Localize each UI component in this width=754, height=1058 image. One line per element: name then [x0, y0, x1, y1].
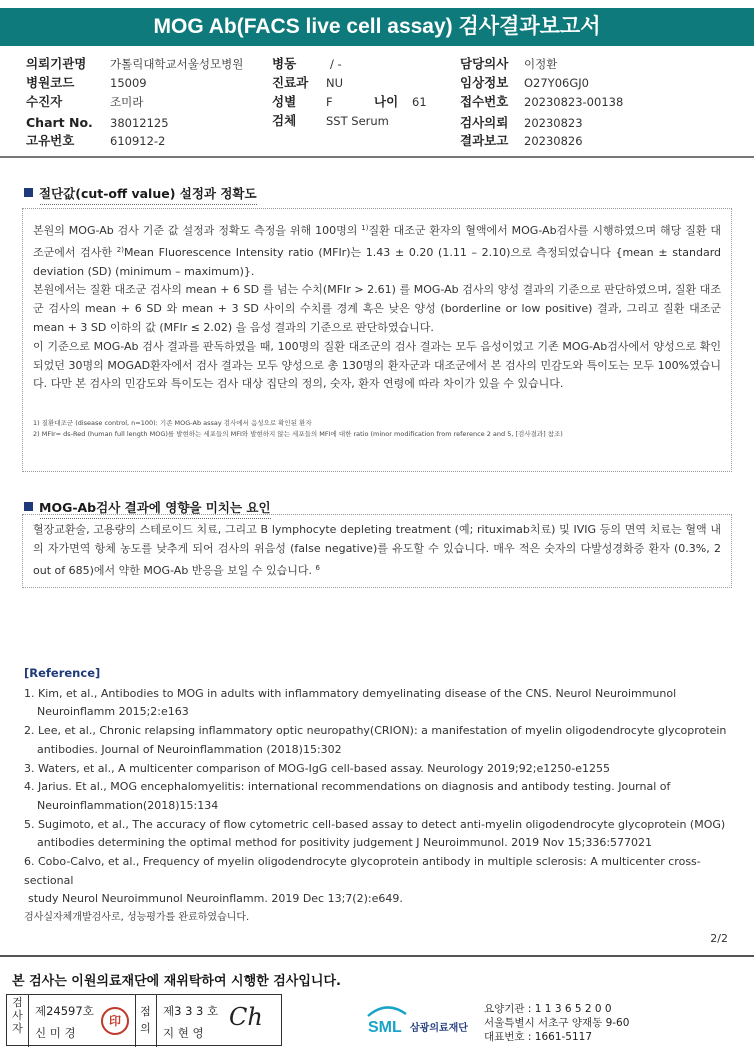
- confirmer-name: 지 현 영: [163, 1026, 204, 1040]
- cutoff-paragraph-2: 본원에서는 질환 대조군 검사의 mean + 6 SD 를 넘는 수치(MFIr > 2.61) 를 MOG-Ab 검사의 양성 결과의 기준으로 판단하였으며, 질환 대조군 검사의 mean + 6 SD 와 mean + 3 SD 사이의 수치를 경계 혹은 낮은 양성 (borderline or low positive) 결과, 그리고 질환 대조군 mean + 3 SD 이하의 값 (MFIr ≤ 2.02) 을 음성 결과의 기준으로 판단하였습니다.: [33, 283, 721, 334]
- footnote-2: 2) MFIr= ds-Red (human full length MOG)를 발현하는 세포들의 MFI와 발현하지 않는 세포들의 MFI에 대한 ratio (minor modification from reference 2 and 5, [검사결과] 참조): [33, 430, 563, 439]
- chart-label: Chart No.: [26, 115, 93, 130]
- outsourcing-notice: 본 검사는 이원의료재단에 재위탁하여 시행한 검사입니다.: [12, 974, 341, 989]
- doctor-label: 담당의사: [460, 56, 509, 71]
- section1-heading: 절단값(cut-off value) 설정과 정확도: [24, 184, 257, 202]
- references: [24, 664, 732, 928]
- tester-name: 신 미 경: [35, 1026, 76, 1040]
- handwritten-signature: Ch: [229, 1003, 263, 1031]
- reference-item: 3. Waters, et al., A multicenter comparison of MOG-IgG cell-based assay. Neurology 2019;92;e1250-e1255: [24, 761, 610, 775]
- sml-logo: [366, 1002, 476, 1042]
- bullet-square-icon: [24, 502, 33, 511]
- specimen-value: SST Serum: [326, 114, 389, 128]
- tester-license: 제24597호: [35, 1004, 94, 1018]
- clinical-label: 임상정보: [460, 75, 509, 90]
- reference-item: 2. Lee, et al., Chronic relapsing inflammatory optic neuropathy(CRION): a manifestation of myelin oligodendrocyte glycoprotein antibodies. Journal of Neuroinflammation (2018)15:302: [24, 724, 727, 756]
- tester-label: 검 사 자: [12, 996, 23, 1035]
- clinical-value: O27Y06GJ0: [524, 76, 589, 90]
- institution-value: 가톨릭대학교서울성모병원: [110, 57, 244, 71]
- lab-phone: 대표번호 : 1661-5117: [484, 1031, 593, 1043]
- lab-code: 요양기관 : 1 1 3 6 5 2 0 0: [484, 1003, 612, 1015]
- validation-note: 검사실자체개발검사로, 성능평가를 완료하였습니다.: [24, 912, 250, 924]
- age-value: 61: [412, 95, 427, 109]
- lab-address: 서울특별시 서초구 양재동 9-60: [484, 1017, 630, 1029]
- hospital-code-label: 병원코드: [26, 75, 75, 90]
- references-heading: [Reference]: [24, 666, 101, 680]
- confirmer-license: 제3 3 3 호: [163, 1004, 219, 1018]
- reference-item-continued: study Neurol Neuroimmunol Neuroinflamm. 2019 Dec 13;7(2):e649.: [28, 892, 403, 906]
- unique-label: 고유번호: [26, 133, 75, 148]
- footer-divider: [0, 955, 754, 957]
- hospital-code-value: 15009: [110, 76, 147, 90]
- specimen-label: 검체: [272, 113, 297, 128]
- dept-value: NU: [326, 76, 344, 90]
- report-title: MOG Ab(FACS live cell assay) 검사결과보고서: [0, 8, 754, 46]
- factors-paragraph: 혈장교환술, 고용량의 스테로이드 치료, 그리고 B lymphocyte depleting treatment (예; rituximab치료) 및 IVIG 등의 면역 치료는 혈액 내의 자가면역 항체 농도를 낮추게 되어 검사의 위음성 (false negative)를 유도할 수 있습니다. 매우 적은 숫자의 다발성경화증 환자 (0.3%, 2 out of 685)에서 약한 MOG-Ab 반응을 보일 수 있습니다. $^6$: [33, 523, 721, 577]
- reference-item: 6. Cobo-Calvo, et al., Frequency of myelin oligodendrocyte glycoprotein antibody in multiple sclerosis: A multicenter cross-sectional: [24, 855, 701, 887]
- logo-text: SML: [368, 1019, 402, 1036]
- confirmer-label: 점 의: [140, 1005, 151, 1035]
- info-divider: [0, 156, 754, 158]
- footnote-1: 1) 질환대조군 (disease control, n=100): 기존 MOG-Ab assay 검사에서 음성으로 확인된 환자: [33, 419, 312, 428]
- reference-item: 5. Sugimoto, et al., The accuracy of flow cytometric cell-based assay to detect anti-myelin oligodendrocyte glycoprotein (MOG) antibodies determining the optimal method for positivity judgement J Neuroimmunol. 2019 Nov 15;336:577021: [24, 817, 726, 850]
- receipt-label: 접수번호: [460, 94, 509, 109]
- footnotes: [33, 418, 721, 440]
- reference-item: 4. Jarius. Et al., MOG encephalomyelitis: international recommendations on diagnosis and antibody testing. Journal of Neuroinflammation(2018)15:134: [24, 780, 671, 812]
- age-label: 나이: [374, 94, 399, 109]
- request-date-label: 검사의뢰: [460, 115, 509, 130]
- page-number: 2/2: [710, 932, 728, 945]
- sex-value: F: [326, 95, 333, 109]
- patient-label: 수진자: [26, 94, 63, 109]
- unique-value: 610912-2: [110, 134, 166, 148]
- signature-box: [6, 994, 282, 1046]
- institution-label: 의뢰기관명: [26, 56, 87, 71]
- patient-value: 조미라: [110, 95, 144, 109]
- ward-label: 병동: [272, 56, 297, 71]
- lab-info: [484, 1002, 629, 1044]
- request-date-value: 20230823: [524, 116, 583, 130]
- report-date-value: 20230826: [524, 134, 583, 148]
- sml-logo-icon: [366, 1002, 476, 1038]
- reference-item: 1. Kim, et al., Antibodies to MOG in adults with inflammatory demyelinating disease of the CNS. Neurol Neuroimmunol Neuroinflamm 2015;2:e163: [24, 686, 677, 719]
- section2-heading: MOG-Ab검사 결과에 영향을 미치는 요인: [24, 498, 271, 516]
- doctor-value: 이정환: [524, 57, 558, 71]
- sex-label: 성별: [272, 94, 297, 109]
- receipt-value: 20230823-00138: [524, 95, 624, 109]
- cutoff-box: [22, 208, 732, 472]
- bullet-square-icon: [24, 188, 33, 197]
- report-date-label: 결과보고: [460, 133, 509, 148]
- ward-value: / -: [330, 57, 342, 71]
- chart-value: 38012125: [110, 116, 169, 130]
- seal-stamp-icon: 印: [101, 1007, 129, 1035]
- cutoff-paragraph-1: 본원의 MOG-Ab 검사 기준 값 설정과 정확도 측정을 위해 100명의 $^{1)}$질환 대조군 환자의 혈액에서 MOG-Ab검사를 시행하였으며 해당 질환 대조군에서 검사한 $^{2)}$Mean Fluorescence Intensity ratio (MFIr)는 1.43 ± 0.20 (1.11 – 2.10)으로 측정되었습니다 {mean ± standard deviation (SD) (minimum – maximum)}.: [33, 224, 722, 278]
- factors-box: [22, 514, 732, 588]
- lab-name: 삼광의료재단: [410, 1023, 468, 1034]
- dept-label: 진료과: [272, 75, 309, 90]
- cutoff-paragraph-3: 이 기준으로 MOG-Ab 검사 결과를 판독하였을 때, 100명의 질환 대조군의 검사 결과는 모두 음성이었고 기존 MOG-Ab검사에서 양성으로 확인되었던 30명의 MOGAD환자에서 검사 결과는 모두 양성으로 총 130명의 환자군과 대조군에서 본 검사의 민감도와 특이도는 모두 100%였습니다. 다만 본 검사의 민감도와 특이도는 검사 대상 집단의 정의, 숫자, 환자 연령에 따라 차이가 있을 수 있습니다.: [33, 339, 721, 391]
